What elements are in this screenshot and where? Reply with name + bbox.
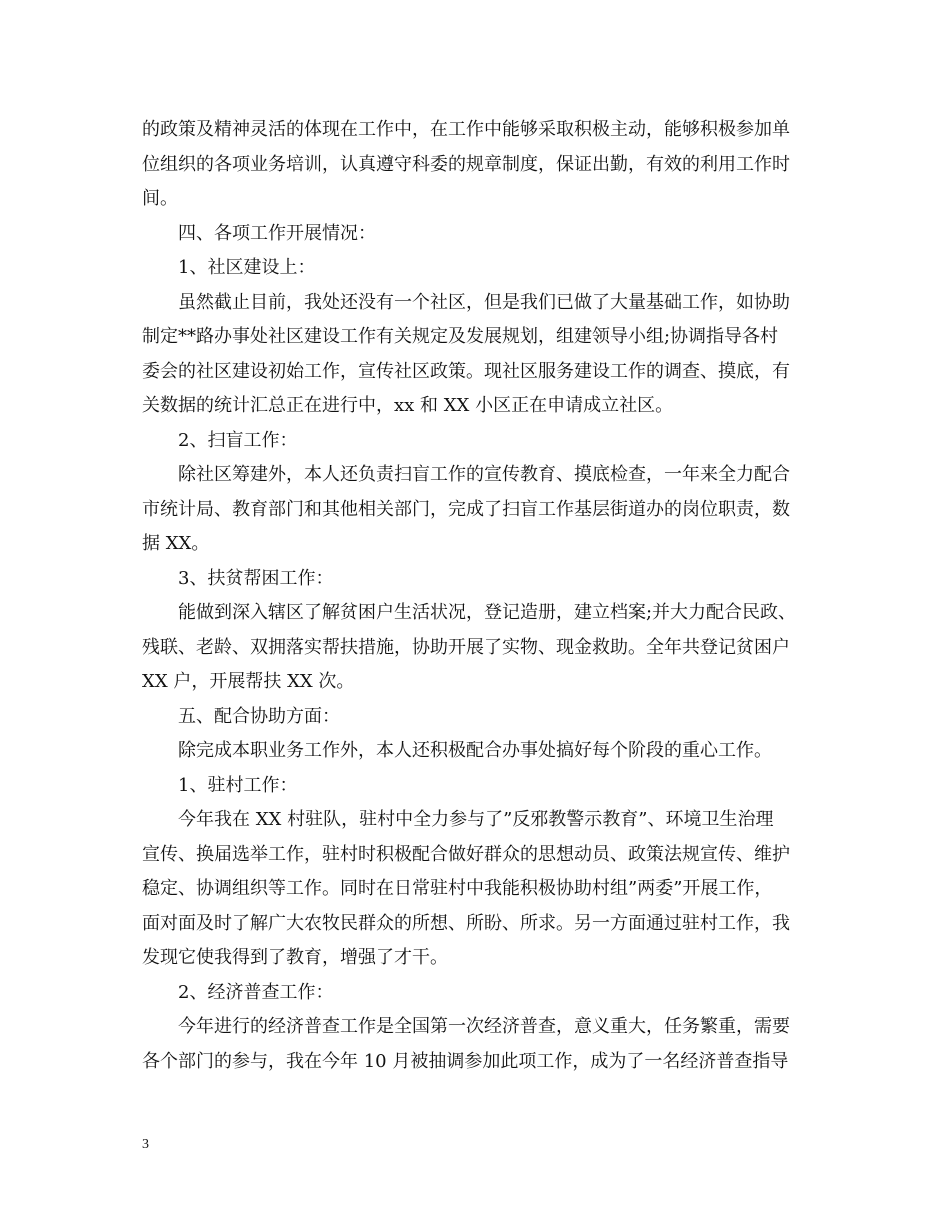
subsection-heading: 1、驻村工作：	[178, 774, 298, 796]
body-line: 宣传、换届选举工作，驻村时积极配合做好群众的思想动员、政策法规宣传、维护	[142, 843, 790, 865]
body-line: 残联、老龄、双拥落实帮扶措施，协助开展了实物、现金救助。全年共登记贫困户	[142, 636, 790, 658]
body-line: 的政策及精神灵活的体现在工作中，在工作中能够采取积极主动，能够积极参加单	[142, 119, 790, 140]
section-heading: 四、各项工作开展情况：	[178, 222, 376, 244]
body-line: 能做到深入辖区了解贫困户生活状况，登记造册，建立档案;并大力配合民政、	[178, 602, 797, 623]
body-line: 关数据的统计汇总正在进行中，xx 和 XX 小区正在申请成立社区。	[142, 395, 674, 416]
body-line: 稳定、协调组织等工作。同时在日常驻村中我能积极协助村组”两委”开展工作，	[142, 878, 773, 899]
body-line: 面对面及时了解广大农牧民群众的所想、所盼、所求。另一方面通过驻村工作，我	[142, 912, 790, 934]
subsection-heading: 1、社区建设上：	[178, 257, 316, 278]
body-line: 今年进行的经济普查工作是全国第一次经济普查，意义重大，任务繁重，需要	[178, 1016, 790, 1037]
page-number: 3	[142, 1137, 149, 1152]
subsection-heading: 2、扫盲工作：	[178, 429, 298, 451]
section-heading: 五、配合协助方面：	[178, 705, 340, 727]
subsection-heading: 2、经济普查工作：	[178, 981, 334, 1003]
body-line: 委会的社区建设初始工作，宣传社区政策。现社区服务建设工作的调查、摸底，有	[142, 360, 790, 382]
body-line: 除完成本职业务工作外，本人还积极配合办事处搞好每个阶段的重心工作。	[178, 740, 772, 761]
body-line: 市统计局、教育部门和其他相关部门，完成了扫盲工作基层街道办的岗位职责，数	[142, 498, 790, 520]
body-line: 制定**路办事处社区建设工作有关规定及发展规划，组建领导小组;协调指导各村	[142, 326, 779, 347]
body-line: 间。	[142, 188, 178, 209]
body-line: 据 XX。	[142, 533, 210, 554]
body-line: 位组织的各项业务培训，认真遵守科委的规章制度，保证出勤，有效的利用工作时	[142, 153, 790, 175]
body-line: 今年我在 XX 村驻队，驻村中全力参与了”反邪教警示教育”、环境卫生治理	[178, 809, 774, 830]
body-line: 除社区筹建外，本人还负责扫盲工作的宣传教育、摸底检查，一年来全力配合	[178, 464, 790, 485]
document-body	[142, 113, 832, 1079]
body-line: 发现它使我得到了教育，增强了才干。	[142, 947, 448, 968]
body-line: XX 户，开展帮扶 XX 次。	[142, 671, 355, 692]
subsection-heading: 3、扶贫帮困工作：	[178, 567, 334, 589]
body-line: 各个部门的参与，我在今年 10 月被抽调参加此项工作，成为了一名经济普查指导	[142, 1050, 789, 1072]
body-line: 虽然截止目前，我处还没有一个社区，但是我们已做了大量基础工作，如协助	[178, 291, 790, 313]
